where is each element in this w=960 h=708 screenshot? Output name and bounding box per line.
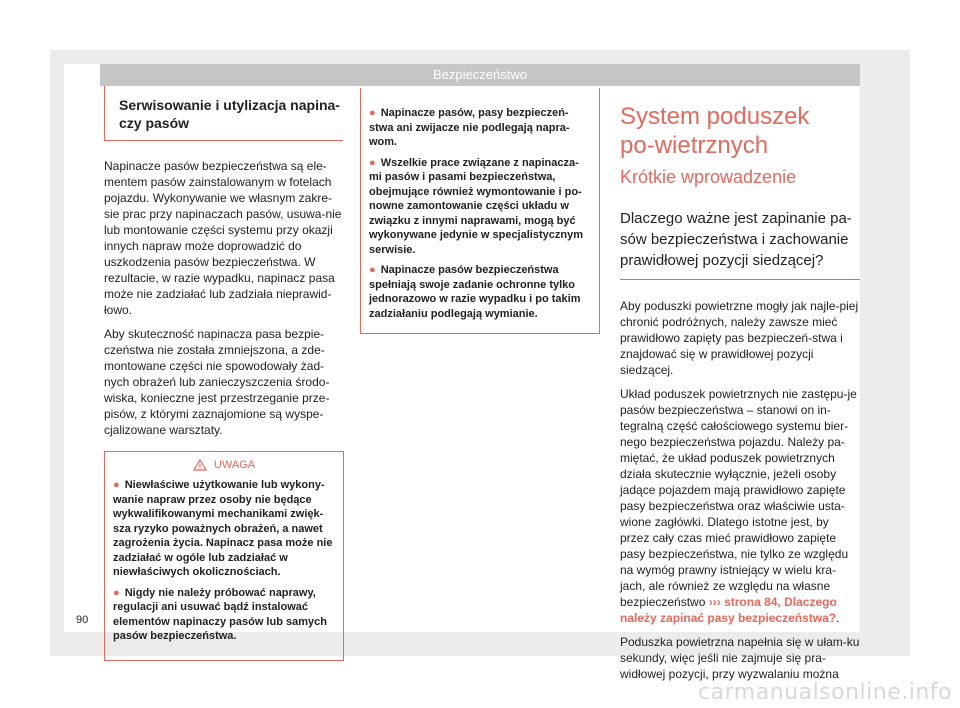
section-body (104, 158, 344, 438)
warning-header (113, 452, 335, 478)
paragraph: Napinacze pasów bezpieczeństwa są ele-mentem pasów zainstalowanym w fotelach pojazdu. Wykonywanie we własnym zakre-sie prac przy napinaczach pasów, usuwa-nie lub montowanie części systemu przy okazji innych napraw może doprowadzić do uszkodzenia pasów bezpieczeństwa. W rezultacie, w razie wypadku, napinacz pasa może nie zadziałać lub zadziała nieprawid-łowo. (104, 159, 342, 317)
warning-item: ● Napinacze pasów bezpieczeństwa spełniają swoje zadanie ochronne tylko jednorazowo w razie wypadku i po takim zadziałaniu podlegają wymianie. (369, 264, 581, 320)
bullet-icon: ● (369, 156, 376, 169)
bullet-icon: ● (113, 586, 120, 599)
cross-reference-arrow-icon: ››› (708, 595, 721, 609)
warning-box (104, 451, 344, 661)
section-body (620, 298, 860, 682)
warning-box-continued (360, 88, 600, 334)
question-heading: Dlaczego ważne jest zapinanie pa-sów bezpieczeństwa i zachowanie prawidłowej pozycji siedzącej? (620, 198, 860, 280)
chapter-title: System poduszek po-wietrznych (620, 103, 810, 159)
bullet-icon: ● (113, 479, 120, 491)
paragraph: Poduszka powietrzna napełnia się w ułam-ku sekundy, więc jeśli nie zajmuje się pra-widłowej pozycji, przy wyzwalaniu można (620, 635, 860, 681)
section-title-seatbelt-tensioners: Serwisowanie i utylizacja napina-czy pasów (104, 86, 343, 141)
paragraph: Aby skuteczność napinacza pasa bezpie-czeństwa nie została zmniejszona, a zde-montowane części nie spowodowały żad-nych obrażeń lub zanieczyszczenia środo-wiska, konieczne jest przestrzeganie prze-pisów, z którymi zaznajomione są wyspe-cjalizowane warsztaty. (104, 327, 330, 437)
bullet-icon: ● (369, 264, 376, 276)
column-middle (360, 86, 600, 334)
warning-item: ● Niewłaściwe użytkowanie lub wykony-wanie napraw przez osoby nie będące wykwalifikowanymi mechanikami zwięk-sza ryzyko poważnych obrażeń, a nawet zagrożenia życia. Napinacz pasa może nie zadziałać w ogóle lub zadziałać w niewłaściwych okolicznościach. (113, 479, 333, 578)
page-number: 90 (76, 614, 89, 626)
warning-item: ● Nigdy nie należy próbować naprawy, regulacji ani usuwać bądź instalować elementów napinaczy pasów lub samych pasów bezpieczeństwa. (113, 586, 327, 642)
warning-item: ● Napinacze pasów, pasy bezpieczeń-stwa ani zwijacze nie podlegają napra-wom. (369, 107, 570, 148)
paragraph: Aby poduszki powietrzne mogły jak najle-piej chronić podróżnych, należy zawsze mieć prawidłowo zapięty pas bezpieczeń-stwa i znajdować się w prawidłowej pozycji siedzącej. (620, 299, 859, 377)
warning-item: ● Wszelkie prace związane z napinacza-mi pasów i pasami bezpieczeństwa, obejmujące również wymontowanie i po-nowne zamontowanie części układu w związku z innymi naprawami, mogą być wykonywane jedynie w specjalistycznym serwisie. (369, 156, 583, 256)
warning-list (369, 106, 591, 321)
column-right (620, 86, 860, 690)
warning-list (113, 478, 335, 644)
header-title: Bezpieczeństwo (433, 67, 527, 82)
watermark: carmanualsonline.info (698, 680, 952, 705)
warning-label: UWAGA (213, 459, 256, 471)
chapter-subtitle: Krótkie wprowadzenie (620, 167, 797, 187)
paragraph: Układ poduszek powietrznych nie zastępu-je pasów bezpieczeństwa – stanowi on in-tegralną część całościowego systemu bier-nego bezpieczeństwa pojazdu. Należy pa-miętać, że układ poduszek powietrznych działa skutecznie wyłącznie, jeżeli osoby jadące pojazdem mają prawidłowo zapięte pasy bezpieczeństwa oraz właściwie usta-wione zagłówki. Dlatego istotne jest, by przez cały czas mieć prawidłowo zapięte pasy bezpieczeństwa, nie tylko ze względu na wymóg prawny istniejący w wielu kra-jach, ale również ze względu na własne bezpieczeństwo ››› strona 84, Dlaczego należy zapinać pasy bezpieczeństwa?. (620, 387, 857, 625)
warning-triangle-icon (193, 459, 207, 471)
bullet-icon: ● (369, 107, 376, 119)
cross-reference-link[interactable]: strona 84, Dlaczego należy zapinać pasy bezpieczeństwa? (620, 595, 837, 625)
column-left (104, 86, 344, 661)
